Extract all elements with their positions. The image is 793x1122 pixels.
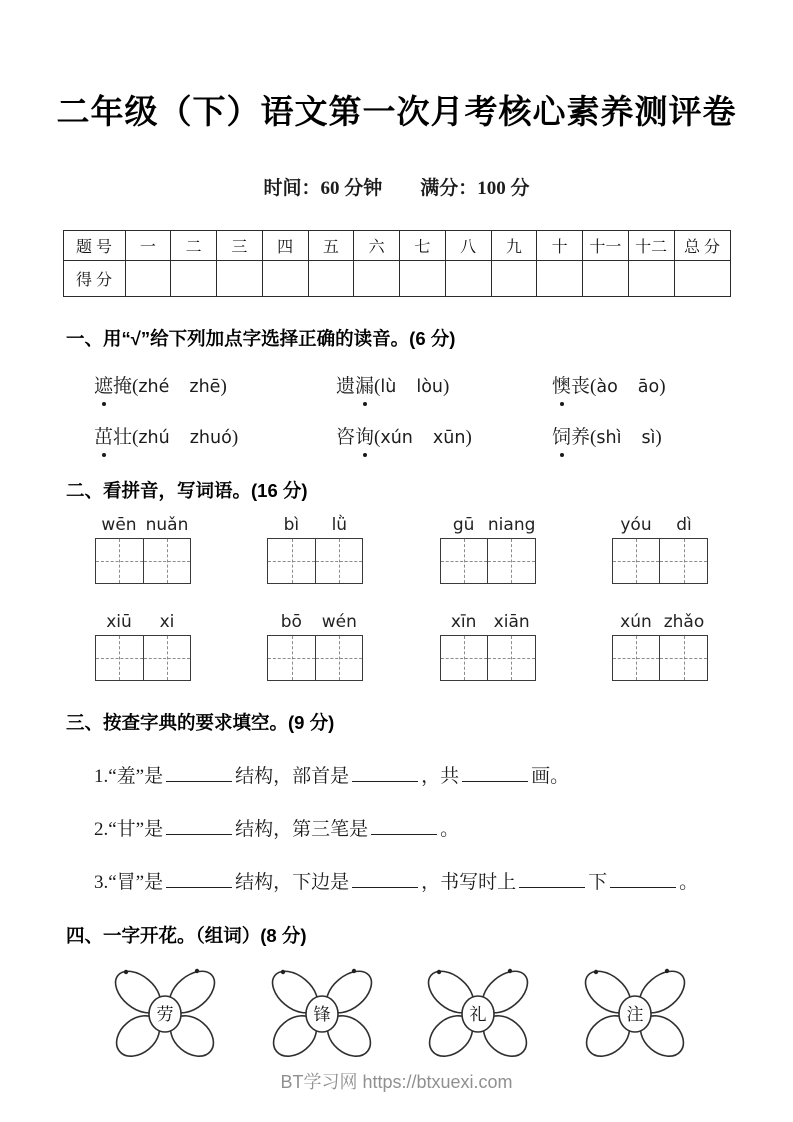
- score-input-cell[interactable]: [583, 261, 629, 297]
- flower-character: 礼: [469, 1005, 487, 1024]
- petal-tip-dot: [351, 969, 355, 973]
- writing-grid[interactable]: [440, 635, 536, 681]
- exam-full-score: 满分：100 分: [420, 178, 530, 199]
- pinyin-syllable: nuǎn: [145, 515, 189, 535]
- pinyin-option[interactable]: ào: [596, 377, 618, 397]
- section4-heading: 四、一字开花。（组词）(8 分): [66, 925, 307, 946]
- writing-grid[interactable]: [612, 538, 708, 584]
- pinyin-option[interactable]: zhé: [138, 377, 170, 397]
- target-character: 壮: [113, 427, 133, 448]
- score-col-header: 八: [445, 231, 491, 261]
- pinyin-write-item: [267, 515, 363, 584]
- pinyin-choice-item: 遗漏(lù lòu): [336, 371, 552, 398]
- score-col-header: 五: [308, 231, 354, 261]
- pinyin-option[interactable]: zhuó: [189, 428, 232, 448]
- pinyin-choice-item: 饲养(shì sì): [552, 422, 732, 449]
- writing-grid[interactable]: [95, 635, 191, 681]
- fill-blank[interactable]: [166, 815, 232, 835]
- pinyin-syllable: xīn: [450, 612, 477, 632]
- pinyin-option[interactable]: zhē: [189, 377, 221, 397]
- target-character: 遮: [94, 371, 113, 398]
- score-table-corner-label: 题 号: [63, 231, 125, 261]
- word-flower: [257, 964, 387, 1064]
- word-flower: [413, 964, 543, 1064]
- pinyin-write-item: [612, 515, 708, 584]
- petal-tip-dot: [665, 969, 669, 973]
- target-character: 询: [355, 422, 374, 449]
- score-col-header: 九: [491, 231, 537, 261]
- flower-character: 注: [626, 1005, 644, 1024]
- section3-heading: 三、按查字典的要求填空。(9 分): [66, 712, 335, 733]
- pinyin-write-item: [267, 612, 363, 681]
- fill-blank[interactable]: [371, 815, 437, 835]
- petal-tip-dot: [594, 970, 598, 974]
- target-character: 咨: [336, 427, 356, 448]
- pinyin-choice-item: 茁壮(zhú zhuó): [94, 422, 336, 449]
- petal-tip-dot: [508, 969, 512, 973]
- pinyin-option[interactable]: xún: [380, 428, 413, 448]
- petal-tip-dot: [437, 970, 441, 974]
- dictionary-question-3: 3.“冒”是 结构，下边是 ，书写时上 下 。: [94, 867, 793, 894]
- pinyin-syllable: dì: [676, 515, 692, 535]
- pinyin-syllable: bì: [283, 515, 300, 535]
- target-character: 养: [571, 427, 591, 448]
- score-input-cell[interactable]: [400, 261, 446, 297]
- score-input-cell[interactable]: [217, 261, 263, 297]
- score-input-cell[interactable]: [171, 261, 217, 297]
- writing-grid[interactable]: [267, 635, 363, 681]
- target-character: 掩: [113, 376, 133, 397]
- score-table-header-row: [63, 231, 730, 261]
- target-character: 懊: [552, 371, 571, 398]
- section2-row1: [95, 515, 708, 584]
- section2-heading: 二、看拼音，写词语。(16 分): [66, 480, 308, 501]
- pinyin-syllable: niang: [487, 515, 536, 535]
- flower-character: 锋: [313, 1005, 331, 1024]
- section1-heading: 一、用“√”给下列加点字选择正确的读音。(6 分): [66, 328, 456, 349]
- word-flowers: [100, 964, 700, 1064]
- pinyin-write-item: [612, 612, 708, 681]
- petal-tip-dot: [124, 970, 128, 974]
- score-col-header: 总 分: [674, 231, 730, 261]
- exam-meta: [0, 173, 793, 200]
- score-col-header: 六: [354, 231, 400, 261]
- fill-blank[interactable]: [166, 762, 232, 782]
- pinyin-option[interactable]: lòu: [416, 377, 443, 397]
- pinyin-write-item: [95, 515, 191, 584]
- score-col-header: 十二: [628, 231, 674, 261]
- petal-tip-dot: [195, 969, 199, 973]
- section1-items: [94, 371, 793, 449]
- pinyin-option[interactable]: zhú: [138, 428, 170, 448]
- section2-row2: [95, 612, 708, 681]
- pinyin-syllable: wēn: [101, 515, 137, 535]
- pinyin-write-item: [95, 612, 191, 681]
- pinyin-choice-item: 遮掩(zhé zhē): [94, 371, 336, 398]
- writing-grid[interactable]: [440, 538, 536, 584]
- pinyin-syllable: lǜ: [331, 515, 348, 535]
- page-title: 二年级（下）语文第一次月考核心素养测评卷: [56, 93, 737, 130]
- score-table: [63, 230, 731, 297]
- score-col-header: 一: [125, 231, 171, 261]
- score-input-cell[interactable]: [628, 261, 674, 297]
- pinyin-syllable: yóu: [620, 515, 652, 535]
- score-col-header: 四: [262, 231, 308, 261]
- score-input-cell[interactable]: [537, 261, 583, 297]
- fill-blank[interactable]: [462, 762, 528, 782]
- pinyin-syllable: xiū: [106, 612, 132, 632]
- target-character: 丧: [571, 376, 591, 397]
- score-input-cell[interactable]: [354, 261, 400, 297]
- pinyin-syllable: gū: [452, 515, 475, 535]
- score-input-cell[interactable]: [491, 261, 537, 297]
- target-character: 漏: [355, 371, 374, 398]
- pinyin-option[interactable]: shì: [596, 428, 622, 448]
- fill-blank[interactable]: [519, 868, 585, 888]
- pinyin-syllable: bō: [280, 612, 302, 632]
- writing-grid[interactable]: [267, 538, 363, 584]
- pinyin-choice-item: 咨询(xún xūn): [336, 422, 552, 449]
- writing-grid[interactable]: [95, 538, 191, 584]
- pinyin-option[interactable]: āo: [637, 377, 660, 397]
- pinyin-syllable: zhǎo: [663, 612, 705, 632]
- petal-tip-dot: [280, 970, 284, 974]
- pinyin-choice-item: 懊丧(ào āo): [552, 371, 732, 398]
- dictionary-question-2: 2.“甘”是 结构，第三笔是 。: [94, 814, 793, 841]
- score-col-header: 七: [400, 231, 446, 261]
- score-input-cell[interactable]: [262, 261, 308, 297]
- pinyin-write-item: [440, 612, 536, 681]
- score-input-cell[interactable]: [674, 261, 730, 297]
- score-col-header: 十: [537, 231, 583, 261]
- pinyin-syllable: wén: [321, 612, 357, 632]
- pinyin-syllable: xi: [159, 612, 175, 632]
- dictionary-question-1: 1.“羞”是 结构，部首是 ，共 画。: [94, 761, 793, 788]
- flower-character: 劳: [156, 1005, 174, 1024]
- exam-time: 时间：60 分钟: [263, 178, 383, 199]
- fill-blank[interactable]: [610, 868, 676, 888]
- target-character: 饲: [552, 422, 571, 449]
- word-flower: [100, 964, 230, 1064]
- score-row-label: 得 分: [63, 261, 125, 297]
- writing-grid[interactable]: [612, 635, 708, 681]
- score-col-header: 十一: [583, 231, 629, 261]
- pinyin-option[interactable]: lù: [380, 377, 397, 397]
- pinyin-syllable: xiān: [493, 612, 530, 632]
- fill-blank[interactable]: [166, 868, 232, 888]
- score-input-cell[interactable]: [445, 261, 491, 297]
- pinyin-option[interactable]: sì: [641, 428, 656, 448]
- target-character: 茁: [94, 422, 113, 449]
- score-table-score-row: [63, 261, 730, 297]
- target-character: 遗: [336, 376, 356, 397]
- pinyin-option[interactable]: xūn: [432, 428, 466, 448]
- word-flower: [570, 964, 700, 1064]
- fill-blank[interactable]: [352, 868, 418, 888]
- score-input-cell[interactable]: [125, 261, 171, 297]
- pinyin-write-item: [440, 515, 536, 584]
- score-col-header: 二: [171, 231, 217, 261]
- score-col-header: 三: [217, 231, 263, 261]
- pinyin-syllable: xún: [620, 612, 652, 632]
- footer-watermark: BT学习网 https://btxuexi.com: [280, 1072, 513, 1092]
- score-input-cell[interactable]: [308, 261, 354, 297]
- fill-blank[interactable]: [352, 762, 418, 782]
